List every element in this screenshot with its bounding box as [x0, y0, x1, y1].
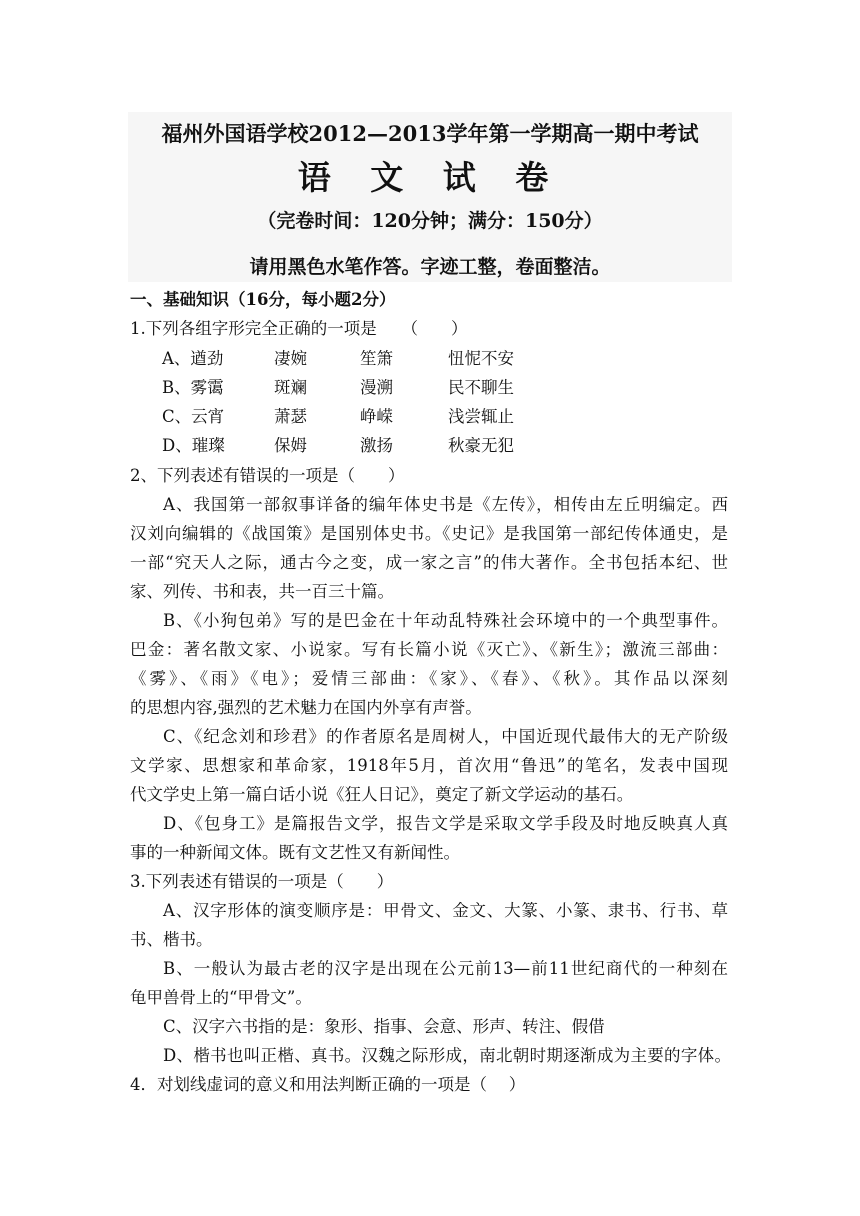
q2-option-a-line: 家、列传、书和表，共一百三十篇。 — [130, 582, 394, 601]
q1-option-c-2: 萧瑟 — [274, 407, 307, 426]
q2-stem: 2、下列表述有错误的一项是（ ） — [130, 466, 405, 485]
q2-option-a-line: A、我国第一部叙事详备的编年体史书是《左传》，相传由左丘明编定。西 — [163, 495, 728, 514]
q1-stem: 1.下列各组字形完全正确的一项是 （ ） — [130, 319, 468, 338]
paper-title: 语 文 试 卷 — [297, 158, 563, 197]
q1-option-a-4: 忸怩不安 — [448, 349, 514, 368]
q2-option-d-line: 事的一种新闻文体。既有文艺性又有新闻性。 — [130, 843, 460, 862]
q1-option-a-3: 笙箫 — [360, 349, 393, 368]
q4-stem: 4．对划线虚词的意义和用法判断正确的一项是（ ） — [130, 1075, 526, 1094]
q3-option-c-line: C、汉字六书指的是：象形、指事、会意、形声、转注、假借 — [163, 1017, 605, 1036]
q1-option-d-1: D、璀璨 — [162, 436, 225, 455]
q3-option-d-line: D、楷书也叫正楷、真书。汉魏之际形成，南北朝时期逐渐成为主要的字体。 — [163, 1046, 731, 1065]
answer-instruction: 请用黑色水笔作答。字迹工整，卷面整洁。 — [249, 256, 611, 278]
q1-option-b-3: 漫溯 — [360, 378, 393, 397]
q1-option-d-2: 保姆 — [274, 436, 307, 455]
q2-option-c-line: 文学家、思想家和革命家，1918年5月，首次用“鲁迅”的笔名，发表中国现 — [130, 756, 728, 775]
q2-option-b-line: B、《小狗包弟》写的是巴金在十年动乱特殊社会环境中的一个典型事件。 — [163, 611, 728, 630]
exam-time-info: （完卷时间：120分钟；满分：150分） — [257, 210, 603, 232]
q1-option-c-3: 峥嵘 — [360, 407, 393, 426]
q2-option-a-line: 汉刘向编辑的《战国策》是国别体史书。《史记》是我国第一部纪传体通史，是 — [130, 524, 728, 543]
exam-header-banner — [128, 112, 732, 282]
q1-option-c-4: 浅尝辄止 — [448, 407, 514, 426]
q1-option-a-1: A、遒劲 — [162, 349, 224, 368]
q2-option-c-line: 代文学史上第一篇白话小说《狂人日记》，奠定了新文学运动的基石。 — [130, 785, 634, 804]
q2-option-c-line: C、《纪念刘和珍君》的作者原名是周树人，中国近现代最伟大的无产阶级 — [163, 727, 728, 746]
q3-option-a-line: A、汉字形体的演变顺序是：甲骨文、金文、大篆、小篆、隶书、行书、草 — [163, 901, 728, 920]
q1-option-a-2: 凄婉 — [274, 349, 307, 368]
q2-option-b-line: 《雾》、《雨》《电》；爱情三部曲：《家》、《春》、《秋》。其作品以深刻 — [130, 669, 728, 688]
q1-option-d-4: 秋豪无犯 — [448, 436, 514, 455]
q1-option-b-2: 斑斓 — [274, 378, 307, 397]
q3-option-a-line: 书、楷书。 — [130, 930, 213, 949]
q1-option-d-3: 激扬 — [360, 436, 393, 455]
q1-option-b-4: 民不聊生 — [448, 378, 514, 397]
q3-option-b-line: 龟甲兽骨上的“甲骨文”。 — [130, 988, 312, 1007]
q2-option-b-line: 巴金：著名散文家、小说家。写有长篇小说《灭亡》、《新生》；激流三部曲： — [130, 640, 728, 659]
school-exam-title: 福州外国语学校2012—2013学年第一学期高一期中考试 — [161, 121, 699, 146]
q2-option-b-line: 的思想内容,强烈的艺术魅力在国内外享有声誉。 — [130, 698, 482, 717]
q1-option-c-1: C、云宵 — [162, 407, 225, 426]
q3-option-b-line: B、一般认为最古老的汉字是出现在公元前13—前11世纪商代的一种刻在 — [163, 959, 728, 978]
q2-option-d-line: D、《包身工》是篇报告文学，报告文学是采取文学手段及时地反映真人真 — [163, 814, 728, 833]
q3-stem: 3.下列表述有错误的一项是（ ） — [130, 872, 394, 891]
q2-option-a-line: 一部“究天人之际，通古今之变，成一家之言”的伟大著作。全书包括本纪、世 — [130, 553, 728, 572]
q1-option-b-1: B、雾霭 — [162, 378, 224, 397]
section-heading: 一、基础知识（16分，每小题2分） — [130, 290, 396, 309]
